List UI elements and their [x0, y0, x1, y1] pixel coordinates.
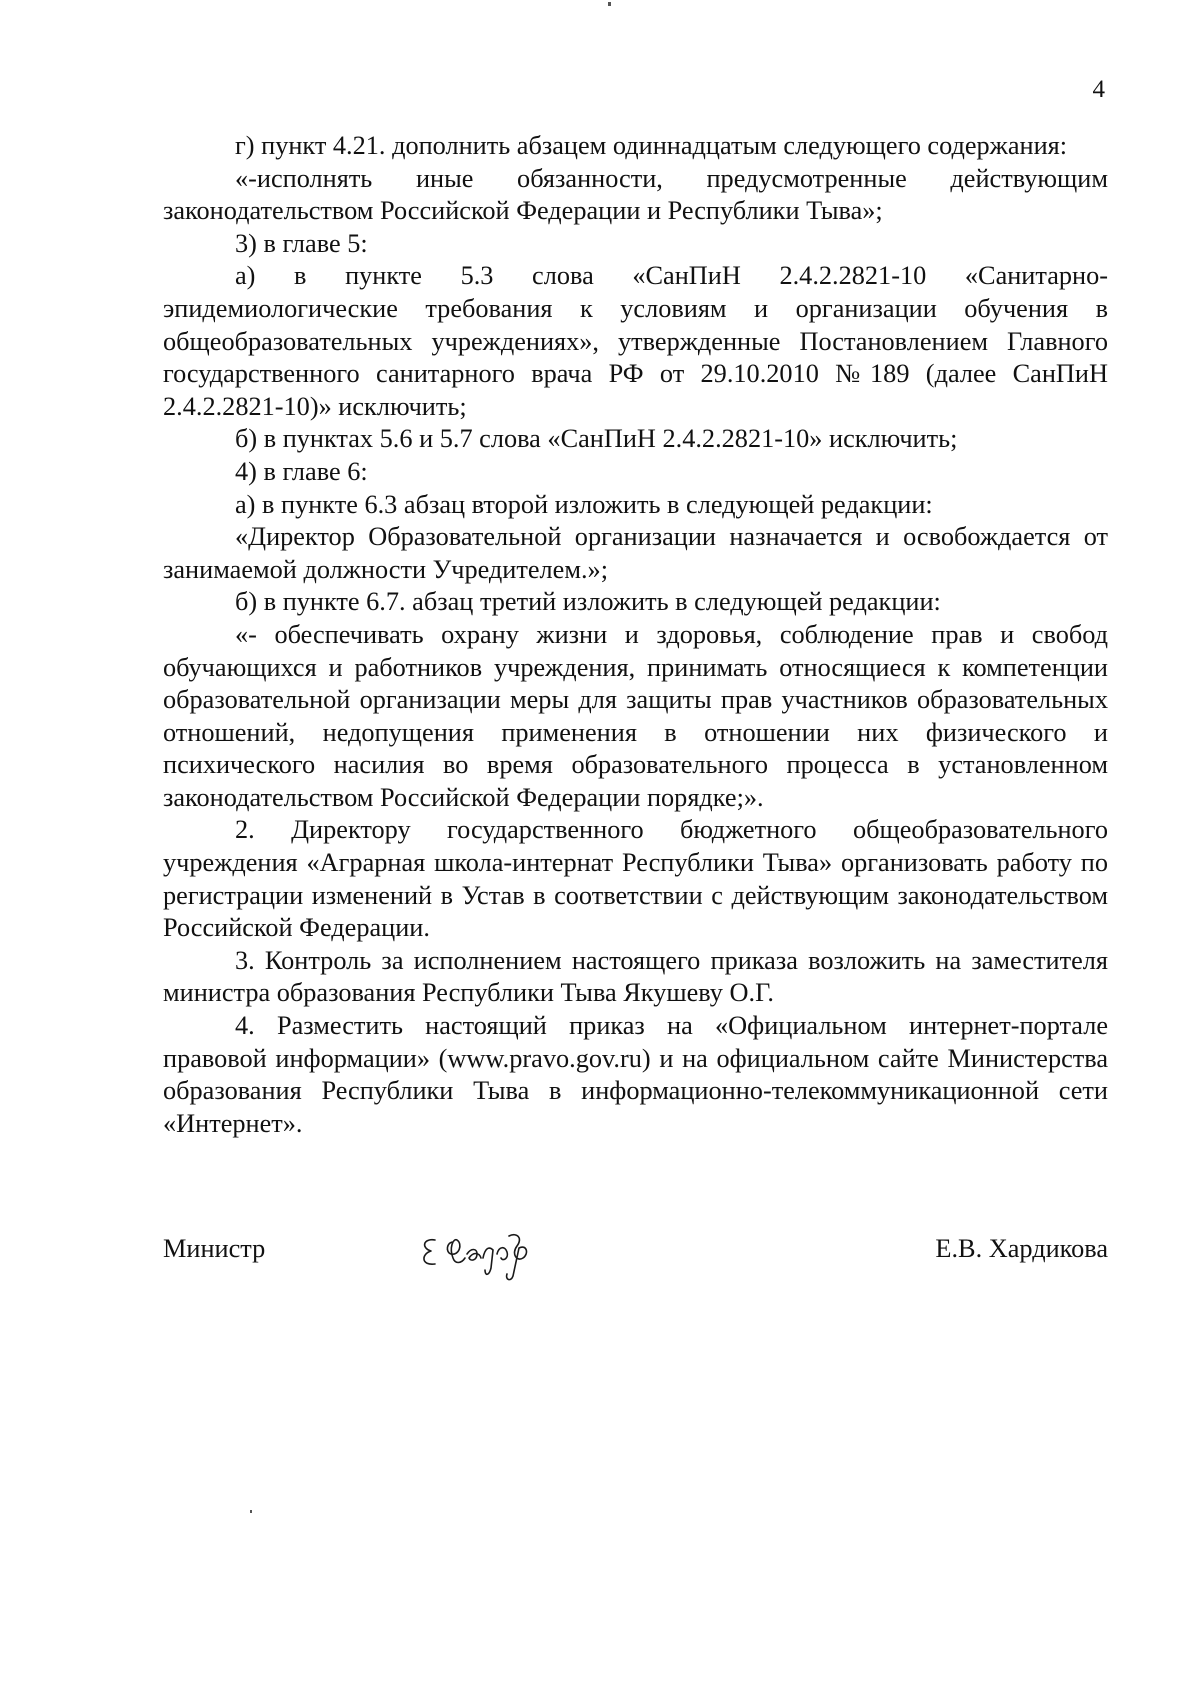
- paragraph: 4) в главе 6:: [235, 456, 368, 486]
- paragraph: 4. Разместить настоящий приказ на «Официальном интернет-портале правовой информации» (www.pravo.gov.ru) и на официальном сайте Министерства образования Республики Тыва в информационно-телекоммуникационной сети «Интернет».: [163, 1011, 1108, 1138]
- document-body: [163, 130, 1108, 1140]
- paragraph: «Директор Образовательной организации назначается и освобождается от занимаемой должности Учредителем.»;: [163, 522, 1108, 584]
- paragraph: а) в пункте 5.3 слова «СанПиН 2.4.2.2821-10 «Санитарно-эпидемиологические требования к условиям и организации обучения в общеобразовательных учреждениях», утвержденные Постановлением Главного государственного санитарного врача РФ от 29.10.2010 №189 (далее СанПиН 2.4.2.2821-10)» исключить;: [163, 261, 1108, 421]
- signature-block: [163, 1228, 1108, 1298]
- paragraph: б) в пунктах 5.6 и 5.7 слова «СанПиН 2.4.2.2821-10» исключить;: [235, 424, 958, 454]
- paragraph: «-исполнять иные обязанности, предусмотренные действующим законодательством Российской Федерации и Республики Тыва»;: [163, 163, 1108, 226]
- signatory-name: Е.В. Хардикова: [935, 1234, 1108, 1263]
- scan-mark: [250, 1510, 252, 1513]
- page-number: 4: [1092, 76, 1105, 103]
- paragraph: 3. Контроль за исполнением настоящего приказа возложить на заместителя министра образования Республики Тыва Якушеву О.Г.: [163, 945, 1108, 1008]
- paragraph: 3) в главе 5:: [235, 228, 368, 258]
- signatory-title: Министр: [163, 1234, 266, 1263]
- scan-mark: [608, 2, 611, 6]
- paragraph: «- обеспечивать охрану жизни и здоровья, соблюдение прав и свобод обучающихся и работников учреждения, принимать относящиеся к компетенции образовательной организации меры для защиты прав участников образовательных отношений, недопущения применения в отношении них физического и психического насилия во время образовательного процесса в установленном законодательством Российской Федерации порядке;».: [163, 619, 1108, 812]
- paragraph: а) в пункте 6.3 абзац второй изложить в следующей редакции:: [235, 489, 933, 519]
- handwritten-signature: [413, 1218, 553, 1288]
- paragraph: б) в пункте 6.7. абзац третий изложить в следующей редакции:: [235, 587, 941, 617]
- paragraph: 2. Директору государственного бюджетного общеобразовательного учреждения «Аграрная школа-интернат Республики Тыва» организовать работу по регистрации изменений в Устав в соответствии с действующим законодательством Российской Федерации.: [163, 815, 1108, 943]
- paragraph: г) пункт 4.21. дополнить абзацем одиннадцатым следующего содержания:: [235, 131, 1068, 160]
